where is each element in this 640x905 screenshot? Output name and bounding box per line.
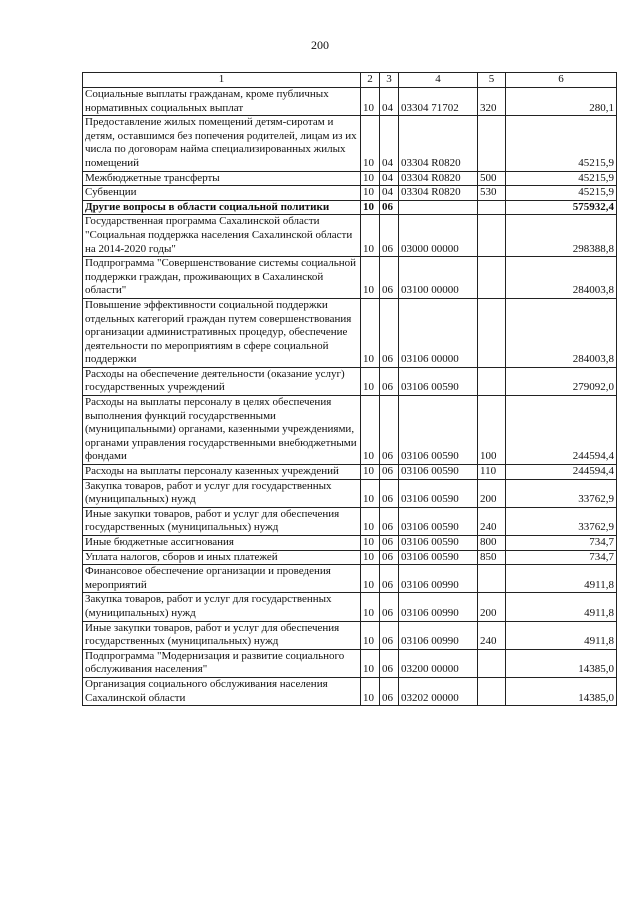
amount-cell: 4911,8	[506, 565, 617, 593]
expense-name-cell: Финансовое обеспечение организации и проведения мероприятий	[83, 565, 361, 593]
amount-cell: 734,7	[506, 536, 617, 551]
subsection-code-cell: 06	[380, 677, 399, 705]
amount-cell: 284003,8	[506, 298, 617, 367]
target-article-cell: 03106 00990	[399, 621, 478, 649]
amount-cell: 298388,8	[506, 215, 617, 257]
column-header: 6	[506, 73, 617, 88]
subsection-code-cell: 04	[380, 88, 399, 116]
subsection-code-cell: 06	[380, 507, 399, 535]
expense-type-cell: 240	[478, 621, 506, 649]
expense-name-cell: Расходы на обеспечение деятельности (оказание услуг) государственных учреждений	[83, 367, 361, 395]
table-row	[83, 186, 617, 201]
expense-type-cell	[478, 649, 506, 677]
amount-cell: 4911,8	[506, 621, 617, 649]
expense-type-cell	[478, 116, 506, 171]
column-header: 2	[361, 73, 380, 88]
amount-cell: 45215,9	[506, 116, 617, 171]
expense-name-cell: Субвенции	[83, 186, 361, 201]
section-code-cell: 10	[361, 396, 380, 465]
section-code-cell: 10	[361, 621, 380, 649]
target-article-cell: 03106 00590	[399, 465, 478, 480]
subsection-code-cell: 06	[380, 465, 399, 480]
subsection-code-cell: 06	[380, 200, 399, 215]
section-code-cell: 10	[361, 367, 380, 395]
table-row	[83, 298, 617, 367]
target-article-cell: 03304 71702	[399, 88, 478, 116]
target-article-cell: 03106 00590	[399, 479, 478, 507]
section-code-cell: 10	[361, 550, 380, 565]
expense-type-cell: 100	[478, 396, 506, 465]
expense-name-cell: Иные бюджетные ассигнования	[83, 536, 361, 551]
amount-cell: 45215,9	[506, 171, 617, 186]
section-code-cell: 10	[361, 171, 380, 186]
target-article-cell: 03200 00000	[399, 649, 478, 677]
section-code-cell: 10	[361, 257, 380, 299]
table-row	[83, 507, 617, 535]
subsection-code-cell: 06	[380, 298, 399, 367]
section-code-cell: 10	[361, 186, 380, 201]
amount-cell: 284003,8	[506, 257, 617, 299]
expense-name-cell: Уплата налогов, сборов и иных платежей	[83, 550, 361, 565]
expense-name-cell: Закупка товаров, работ и услуг для государственных (муниципальных) нужд	[83, 593, 361, 621]
expense-name-cell: Иные закупки товаров, работ и услуг для обеспечения государственных (муниципальных) нужд	[83, 507, 361, 535]
budget-table	[82, 72, 617, 706]
table-row	[83, 116, 617, 171]
section-code-cell: 10	[361, 88, 380, 116]
amount-cell: 14385,0	[506, 677, 617, 705]
subsection-code-cell: 06	[380, 367, 399, 395]
expense-name-cell: Расходы на выплаты персоналу казенных учреждений	[83, 465, 361, 480]
section-code-cell: 10	[361, 116, 380, 171]
section-code-cell: 10	[361, 298, 380, 367]
amount-cell: 4911,8	[506, 593, 617, 621]
section-code-cell: 10	[361, 507, 380, 535]
expense-type-cell: 200	[478, 593, 506, 621]
target-article-cell: 03000 00000	[399, 215, 478, 257]
amount-cell: 45215,9	[506, 186, 617, 201]
expense-name-cell: Социальные выплаты гражданам, кроме публичных нормативных социальных выплат	[83, 88, 361, 116]
column-header: 1	[83, 73, 361, 88]
expense-name-cell: Другие вопросы в области социальной политики	[83, 200, 361, 215]
section-code-cell: 10	[361, 677, 380, 705]
section-code-cell: 10	[361, 215, 380, 257]
subsection-code-cell: 06	[380, 550, 399, 565]
subsection-code-cell: 04	[380, 186, 399, 201]
expense-type-cell	[478, 298, 506, 367]
amount-cell: 244594,4	[506, 396, 617, 465]
expense-type-cell	[478, 200, 506, 215]
expense-name-cell: Межбюджетные трансферты	[83, 171, 361, 186]
table-row	[83, 171, 617, 186]
expense-type-cell: 530	[478, 186, 506, 201]
section-code-cell: 10	[361, 465, 380, 480]
target-article-cell: 03304 R0820	[399, 186, 478, 201]
target-article-cell: 03106 00990	[399, 593, 478, 621]
expense-type-cell: 800	[478, 536, 506, 551]
subsection-code-cell: 06	[380, 396, 399, 465]
amount-cell: 279092,0	[506, 367, 617, 395]
expense-type-cell	[478, 565, 506, 593]
table-row	[83, 621, 617, 649]
subsection-code-cell: 06	[380, 257, 399, 299]
table-row	[83, 550, 617, 565]
target-article-cell: 03106 00590	[399, 396, 478, 465]
target-article-cell: 03106 00590	[399, 507, 478, 535]
amount-cell: 33762,9	[506, 479, 617, 507]
section-code-cell: 10	[361, 593, 380, 621]
expense-name-cell: Организация социального обслуживания населения Сахалинской области	[83, 677, 361, 705]
target-article-cell: 03106 00590	[399, 550, 478, 565]
table-row	[83, 200, 617, 215]
subsection-code-cell: 06	[380, 536, 399, 551]
table-row	[83, 593, 617, 621]
table-row	[83, 677, 617, 705]
expense-type-cell: 240	[478, 507, 506, 535]
section-code-cell: 10	[361, 536, 380, 551]
page-number: 200	[311, 38, 329, 52]
expense-name-cell: Подпрограмма "Модернизация и развитие социального обслуживания населения"	[83, 649, 361, 677]
amount-cell: 14385,0	[506, 649, 617, 677]
expense-name-cell: Подпрограмма "Совершенствование системы социальной поддержки граждан, проживающих в Сахалинской области"	[83, 257, 361, 299]
target-article-cell: 03106 00590	[399, 536, 478, 551]
table-header-row	[83, 73, 617, 88]
target-article-cell: 03304 R0820	[399, 171, 478, 186]
table-row	[83, 536, 617, 551]
subsection-code-cell: 06	[380, 479, 399, 507]
expense-name-cell: Предоставление жилых помещений детям-сиротам и детям, оставшимся без попечения родителей, лицам из их числа по договорам найма специализированных жилых помещений	[83, 116, 361, 171]
expense-name-cell: Закупка товаров, работ и услуг для государственных (муниципальных) нужд	[83, 479, 361, 507]
subsection-code-cell: 06	[380, 565, 399, 593]
amount-cell: 280,1	[506, 88, 617, 116]
table-row	[83, 367, 617, 395]
expense-name-cell: Повышение эффективности социальной поддержки отдельных категорий граждан путем совершенствования организации административных процедур, обеспечение деятельности по мероприятиям в сфере социальной поддержки	[83, 298, 361, 367]
subsection-code-cell: 04	[380, 171, 399, 186]
column-header: 5	[478, 73, 506, 88]
table-row	[83, 257, 617, 299]
section-code-cell: 10	[361, 200, 380, 215]
expense-type-cell	[478, 367, 506, 395]
amount-cell: 33762,9	[506, 507, 617, 535]
table-row	[83, 396, 617, 465]
section-code-cell: 10	[361, 565, 380, 593]
column-header: 3	[380, 73, 399, 88]
section-code-cell: 10	[361, 649, 380, 677]
target-article-cell: 03106 00000	[399, 298, 478, 367]
amount-cell: 244594,4	[506, 465, 617, 480]
expense-type-cell: 320	[478, 88, 506, 116]
subsection-code-cell: 04	[380, 116, 399, 171]
expense-type-cell: 500	[478, 171, 506, 186]
expense-type-cell	[478, 257, 506, 299]
expense-type-cell	[478, 677, 506, 705]
target-article-cell: 03106 00990	[399, 565, 478, 593]
target-article-cell: 03202 00000	[399, 677, 478, 705]
target-article-cell: 03304 R0820	[399, 116, 478, 171]
table-row	[83, 465, 617, 480]
target-article-cell: 03106 00590	[399, 367, 478, 395]
table-row	[83, 88, 617, 116]
column-header: 4	[399, 73, 478, 88]
expense-name-cell: Иные закупки товаров, работ и услуг для обеспечения государственных (муниципальных) нужд	[83, 621, 361, 649]
target-article-cell	[399, 200, 478, 215]
amount-cell: 734,7	[506, 550, 617, 565]
subsection-code-cell: 06	[380, 621, 399, 649]
expense-type-cell: 200	[478, 479, 506, 507]
target-article-cell: 03100 00000	[399, 257, 478, 299]
table-row	[83, 215, 617, 257]
expense-name-cell: Расходы на выплаты персоналу в целях обеспечения выполнения функций государственными (муниципальными) органами, казенными учреждениями, органами управления государственными внебюджетными фондами	[83, 396, 361, 465]
amount-cell: 575932,4	[506, 200, 617, 215]
table-row	[83, 565, 617, 593]
table-row	[83, 649, 617, 677]
subsection-code-cell: 06	[380, 215, 399, 257]
expense-name-cell: Государственная программа Сахалинской области "Социальная поддержка населения Сахалинской области на 2014-2020 годы"	[83, 215, 361, 257]
expense-type-cell: 110	[478, 465, 506, 480]
section-code-cell: 10	[361, 479, 380, 507]
table-row	[83, 479, 617, 507]
subsection-code-cell: 06	[380, 593, 399, 621]
expense-type-cell: 850	[478, 550, 506, 565]
subsection-code-cell: 06	[380, 649, 399, 677]
expense-type-cell	[478, 215, 506, 257]
